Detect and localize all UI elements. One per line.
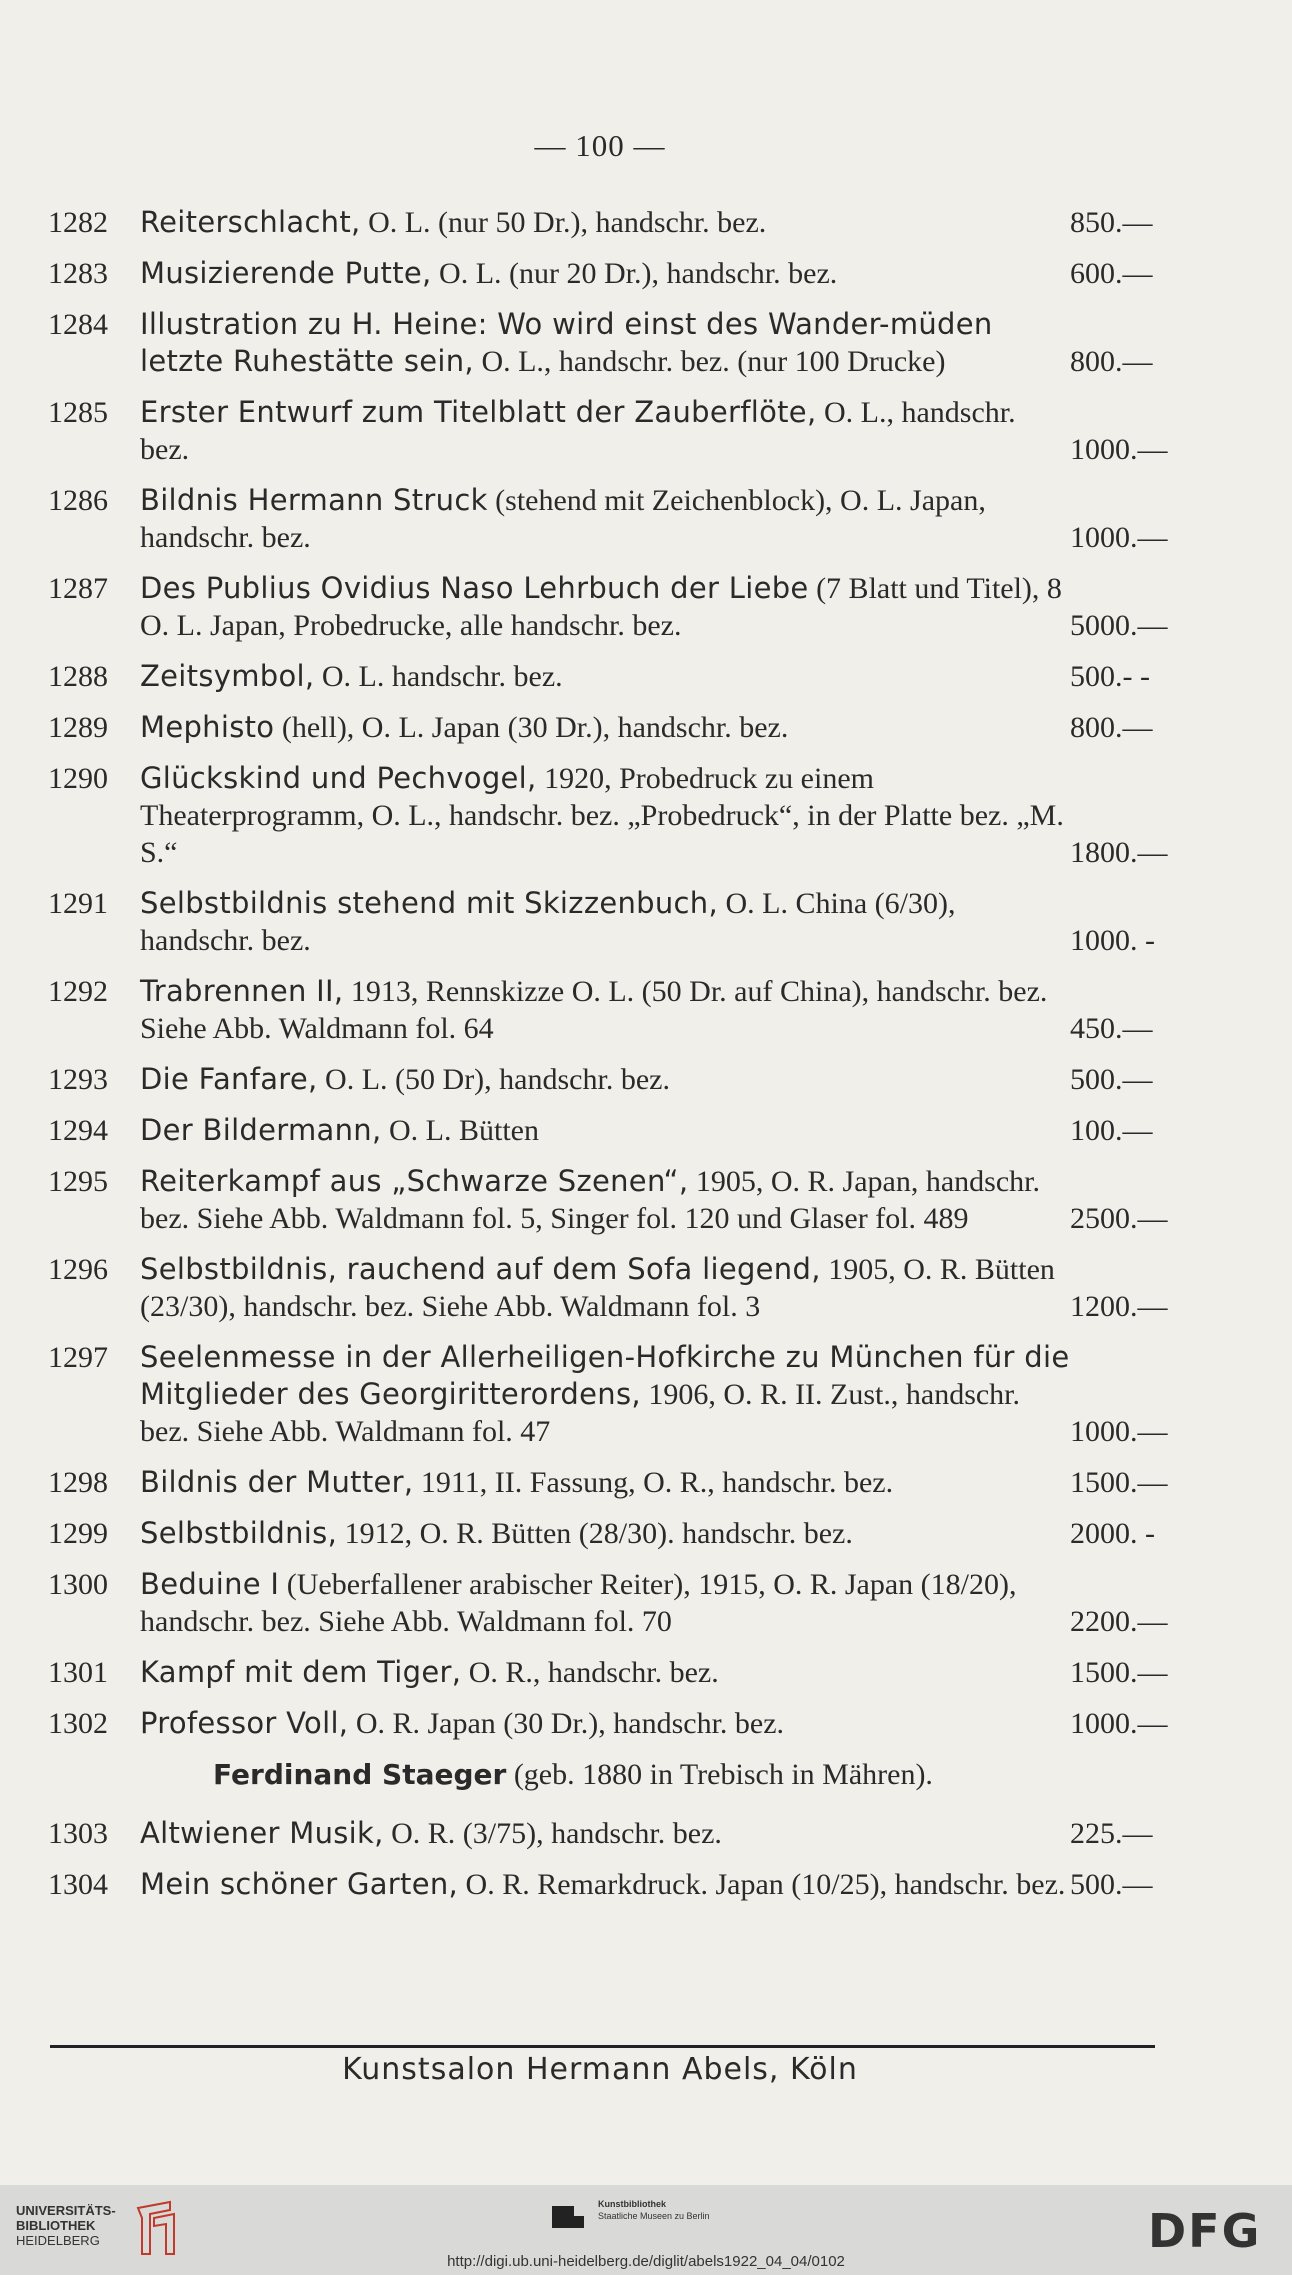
catalog-entry	[48, 1251, 1168, 1325]
entry-details: 1905, O. R. Japan, handschr. bez. Siehe Abb. Waldmann fol. 5, Singer fol. 120 und Glaser fol. 489	[140, 1165, 1040, 1235]
lot-number: 1298	[48, 1466, 108, 1499]
entry-price: 1000.—	[1070, 521, 1168, 554]
catalog-entry	[48, 973, 1158, 1047]
entry-details: (hell), O. L. Japan (30 Dr.), handschr. bez.	[274, 711, 789, 744]
lot-number: 1286	[48, 484, 108, 517]
lot-number: 1301	[48, 1656, 108, 1689]
page-number: — 100 —	[534, 128, 666, 163]
catalog-entry	[48, 885, 1158, 959]
entry-description	[140, 885, 1070, 959]
entry-description	[140, 1515, 1070, 1552]
entry-title: Bildnis der Mutter,	[140, 1465, 414, 1499]
footer-rule	[50, 2045, 1155, 2048]
catalog-entry	[48, 1163, 1168, 1237]
entry-description	[140, 482, 1070, 556]
kunstbibliothek-logo[interactable]	[598, 2198, 710, 2222]
ub-line-1: UNIVERSITÄTS-	[16, 2203, 116, 2218]
catalog-entry	[48, 306, 1158, 380]
entry-details: O. L., handschr. bez.	[140, 396, 1016, 466]
catalog-entry	[48, 1464, 1168, 1501]
catalog-entry	[48, 658, 1158, 695]
entry-title: Seelenmesse in der Allerheiligen-Hofkirche zu München für die Mitglieder des Georgiritterordens,	[140, 1340, 1070, 1411]
lot-number: 1296	[48, 1253, 108, 1286]
entry-title: Selbstbildnis stehend mit Skizzenbuch,	[140, 886, 718, 920]
entry-price: 500.—	[1070, 1868, 1153, 1901]
entry-description	[140, 1815, 1070, 1852]
catalog-entry	[48, 1705, 1168, 1742]
catalog-entry	[48, 1061, 1158, 1098]
entry-description	[140, 1339, 1070, 1450]
entry-title: Professor Voll,	[140, 1706, 349, 1740]
entry-details: 1920, Probedruck zu einem Theaterprogramm, O. L., handschr. bez. „Probedruck“, in der Platte bez. „M. S.“	[140, 762, 1064, 869]
entry-title: Der Bildermann,	[140, 1113, 382, 1147]
entry-details: 1905, O. R. Bütten (23/30), handschr. bez. Siehe Abb. Waldmann fol. 3	[140, 1253, 1055, 1323]
lot-number: 1295	[48, 1165, 108, 1198]
entry-price: 1800.—	[1070, 836, 1168, 869]
lot-number: 1290	[48, 762, 108, 795]
dfg-logo[interactable]: DFG	[1148, 2204, 1262, 2258]
entry-details: O. R., handschr. bez.	[461, 1656, 719, 1689]
entry-details: 1911, II. Fassung, O. R., handschr. bez.	[413, 1466, 894, 1499]
entry-details: (7 Blatt und Titel), 8 O. L. Japan, Probedrucke, alle handschr. bez.	[140, 572, 1062, 642]
lot-number: 1282	[48, 206, 108, 239]
entry-details: 1913, Rennskizze O. L. (50 Dr. auf China), handschr. bez. Siehe Abb. Waldmann fol. 64	[140, 975, 1048, 1045]
entry-description	[140, 1705, 1070, 1742]
entry-title: Reiterschlacht,	[140, 205, 361, 239]
entry-description	[140, 1866, 1070, 1903]
lot-number: 1302	[48, 1707, 108, 1740]
catalog-entry	[48, 1112, 1158, 1149]
entry-details: (stehend mit Zeichenblock), O. L. Japan, handschr. bez.	[140, 484, 986, 554]
entry-description	[140, 1464, 1070, 1501]
lot-number: 1287	[48, 572, 108, 605]
entry-price: 1000.—	[1070, 1707, 1168, 1740]
entry-description	[140, 306, 1070, 380]
entry-description	[140, 1566, 1070, 1640]
entry-details: O. L., handschr. bez. (nur 100 Drucke)	[473, 345, 946, 378]
entry-details: O. L. China (6/30), handschr. bez.	[140, 887, 956, 957]
lot-number: 1289	[48, 711, 108, 744]
lot-number: 1293	[48, 1063, 108, 1096]
entry-price: 100.—	[1070, 1114, 1153, 1147]
entry-description	[140, 760, 1070, 871]
lot-number: 1300	[48, 1568, 108, 1601]
entry-title: Illustration zu H. Heine: Wo wird einst des Wander-müden letzte Ruhestätte sein,	[140, 307, 993, 378]
catalog-entry	[48, 1815, 1158, 1852]
entry-price: 1000.—	[1070, 433, 1168, 466]
entry-description	[140, 394, 1070, 468]
entry-title: Glückskind und Pechvogel,	[140, 761, 537, 795]
catalog-entry	[48, 255, 1158, 292]
lot-number: 1304	[48, 1868, 108, 1901]
entry-title: Erster Entwurf zum Titelblatt der Zauberflöte,	[140, 395, 817, 429]
lot-number: 1285	[48, 396, 108, 429]
entry-title: Kampf mit dem Tiger,	[140, 1655, 462, 1689]
entry-price: 500.—	[1070, 1063, 1153, 1096]
entry-description	[140, 204, 1070, 241]
catalog-entry	[48, 1339, 1168, 1450]
entry-price: 800.—	[1070, 711, 1153, 744]
entry-title: Reiterkampf aus „Schwarze Szenen“,	[140, 1164, 689, 1198]
kb-line-1: Kunstbibliothek	[598, 2199, 666, 2209]
entry-details: O. L. (50 Dr), handschr. bez.	[317, 1063, 670, 1096]
catalog-entry	[48, 394, 1168, 468]
entry-details: O. R. Remarkdruck. Japan (10/25), handschr. bez.	[458, 1868, 1066, 1901]
lot-number: 1303	[48, 1817, 108, 1850]
lot-number: 1294	[48, 1114, 108, 1147]
kunstbibliothek-icon	[552, 2200, 584, 2232]
entry-price: 450.—	[1070, 1012, 1153, 1045]
entry-price: 1000. -	[1070, 924, 1155, 957]
entry-details: O. L. handschr. bez.	[314, 660, 563, 693]
entry-details: O. L. (nur 20 Dr.), handschr. bez.	[431, 257, 838, 290]
catalog-entry	[48, 1515, 1158, 1552]
entry-description	[140, 709, 1070, 746]
lot-number: 1299	[48, 1517, 108, 1550]
lot-number: 1292	[48, 975, 108, 1008]
entry-price: 1200.—	[1070, 1290, 1168, 1323]
entry-title: Des Publius Ovidius Naso Lehrbuch der Liebe	[140, 571, 809, 605]
kb-line-2: Staatliche Museen zu Berlin	[598, 2211, 710, 2221]
catalog-entry	[48, 1566, 1168, 1640]
entry-price: 225.—	[1070, 1817, 1153, 1850]
entry-title: Bildnis Hermann Struck	[140, 483, 488, 517]
entry-price: 5000.—	[1070, 609, 1168, 642]
entry-details: (Ueberfallener arabischer Reiter), 1915, O. R. Japan (18/20), handschr. bez. Siehe Abb. Waldmann fol. 70	[140, 1568, 1017, 1638]
ub-heidelberg-logo[interactable]	[16, 2203, 116, 2248]
catalog-entries	[48, 204, 1168, 1917]
lot-number: 1284	[48, 308, 108, 341]
entry-title: Mein schöner Garten,	[140, 1867, 459, 1901]
entry-title: Musizierende Putte,	[140, 256, 432, 290]
publisher-line: Kunstsalon Hermann Abels, Köln	[342, 2052, 858, 2087]
entry-description	[140, 255, 1070, 292]
catalog-entry	[48, 570, 1168, 644]
entry-price: 1000.—	[1070, 1415, 1168, 1448]
entry-description	[140, 1654, 1070, 1691]
entry-details: O. R. Japan (30 Dr.), handschr. bez.	[348, 1707, 785, 1740]
entry-details: 1906, O. R. II. Zust., handschr. bez. Siehe Abb. Waldmann fol. 47	[140, 1378, 1021, 1448]
entry-price: 1500.—	[1070, 1656, 1168, 1689]
catalog-entry	[48, 482, 1168, 556]
entry-description	[140, 1061, 1070, 1098]
entry-price: 1500.—	[1070, 1466, 1168, 1499]
entry-price: 600.—	[1070, 257, 1153, 290]
catalog-entry	[48, 1866, 1158, 1903]
lot-number: 1291	[48, 887, 108, 920]
entry-title: Trabrennen II,	[140, 974, 344, 1008]
entry-description	[140, 1163, 1070, 1237]
entry-list	[48, 204, 1168, 1742]
lot-number: 1283	[48, 257, 108, 290]
entry-title: Zeitsymbol,	[140, 659, 315, 693]
entry-price: 2200.—	[1070, 1605, 1168, 1638]
entry-details: 1912, O. R. Bütten (28/30). handschr. bez.	[337, 1517, 853, 1550]
artist-info: (geb. 1880 in Trebisch in Mähren).	[506, 1758, 933, 1791]
entry-description	[140, 658, 1070, 695]
ub-line-3: HEIDELBERG	[16, 2233, 100, 2248]
entry-price: 850.—	[1070, 206, 1153, 239]
source-url[interactable]: http://digi.ub.uni-heidelberg.de/diglit/abels1922_04_04/0102	[447, 2253, 845, 2270]
entry-description	[140, 973, 1070, 1047]
catalog-entry	[48, 204, 1158, 241]
entry-price: 500.- -	[1070, 660, 1150, 693]
entry-price: 2500.—	[1070, 1202, 1168, 1235]
lot-number: 1297	[48, 1341, 108, 1374]
entry-title: Selbstbildnis,	[140, 1516, 338, 1550]
entry-description	[140, 1112, 1070, 1149]
lot-number: 1288	[48, 660, 108, 693]
entry-title: Beduine I	[140, 1567, 280, 1601]
artist-name: Ferdinand Staeger	[213, 1758, 507, 1791]
entry-title: Die Fanfare,	[140, 1062, 318, 1096]
entry-description	[140, 1251, 1070, 1325]
entry-details: O. L. (nur 50 Dr.), handschr. bez.	[360, 206, 767, 239]
catalog-entry	[48, 760, 1168, 871]
entry-details: O. L. Bütten	[381, 1114, 539, 1147]
ub-mark-icon	[130, 2198, 180, 2258]
entry-list-2	[48, 1815, 1158, 1903]
section-heading	[48, 1756, 1158, 1793]
entry-description	[140, 570, 1070, 644]
ub-line-2: BIBLIOTHEK	[16, 2218, 96, 2233]
entry-price: 800.—	[1070, 345, 1153, 378]
catalog-entry	[48, 1654, 1168, 1691]
entry-details: O. R. (3/75), handschr. bez.	[383, 1817, 722, 1850]
entry-title: Mephisto	[140, 710, 275, 744]
entry-price: 2000. -	[1070, 1517, 1155, 1550]
entry-title: Selbstbildnis, rauchend auf dem Sofa liegend,	[140, 1252, 821, 1286]
entry-title: Altwiener Musik,	[140, 1816, 384, 1850]
catalog-entry	[48, 709, 1158, 746]
